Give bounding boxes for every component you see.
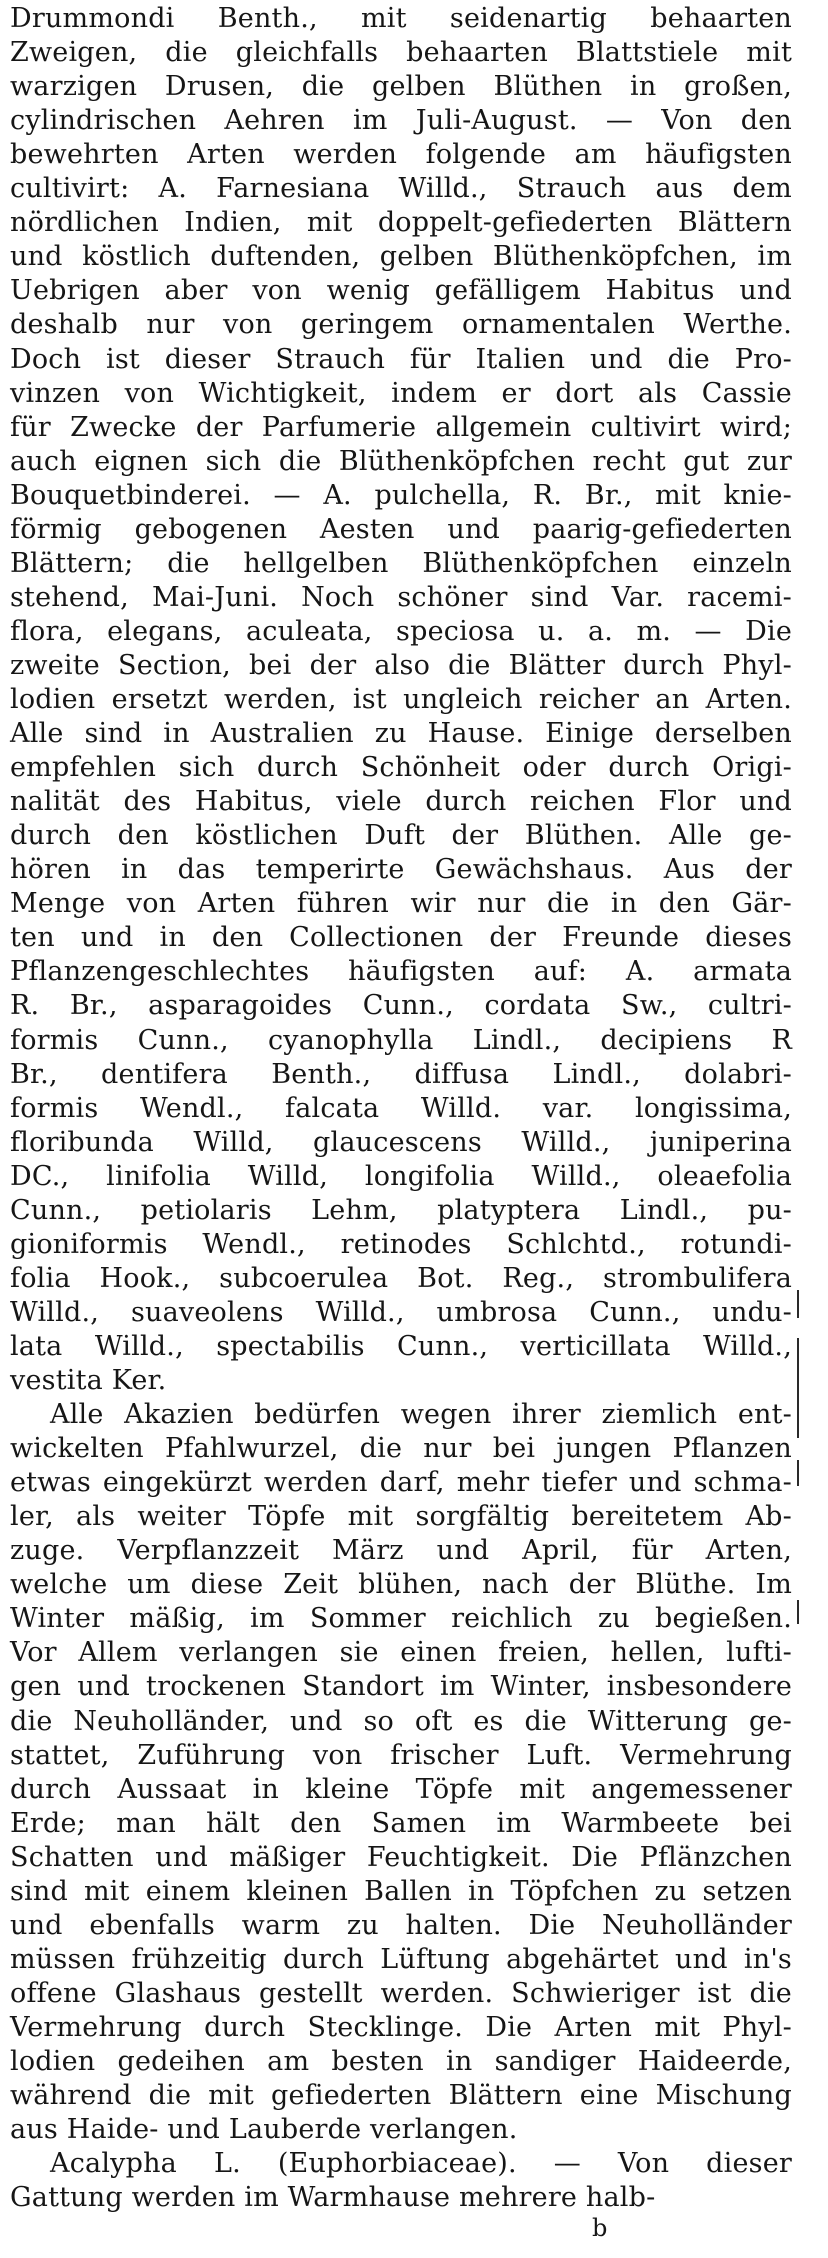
text-line: Schatten und mäßiger Feuchtigkeit. Die Pflänzchen: [10, 1841, 792, 1873]
margin-mark: [797, 1338, 799, 1438]
text-line: Menge von Arten führen wir nur die in den Gär-: [10, 888, 792, 920]
text-line: Gattung werden im Warmhause mehrere halb-: [10, 2182, 656, 2214]
text-line: Bouquetbinderei. — A. pulchella, R. Br., mit knie-: [10, 479, 792, 511]
text-line: warzigen Drusen, die gelben Blüthen in großen,: [10, 71, 792, 103]
text-line: durch Aussaat in kleine Töpfe mit angemessener: [10, 1773, 792, 1805]
text-line: auch eignen sich die Blüthenköpfchen recht gut zur: [10, 445, 792, 477]
text-line: DC., linifolia Willd, longifolia Willd., oleaefolia: [10, 1160, 792, 1192]
text-line: Erde; man hält den Samen im Warmbeete bei: [10, 1807, 792, 1839]
text-line: Acalypha L. (Euphorbiaceae). — Von dieser: [50, 2148, 792, 2180]
text-line: durch den köstlichen Duft der Blüthen. Alle ge-: [10, 820, 792, 852]
text-line: nalität des Habitus, viele durch reichen Flor und: [10, 786, 792, 818]
text-line: lodien ersetzt werden, ist ungleich reicher an Arten.: [10, 684, 792, 715]
text-line: und ebenfalls warm zu halten. Die Neuholländer: [10, 1909, 792, 1941]
text-line: Br., dentifera Benth., diffusa Lindl., dolabri-: [10, 1058, 792, 1090]
text-line: zweite Section, bei der also die Blätter durch Phyl-: [10, 649, 792, 681]
text-line: deshalb nur von geringem ornamentalen Werthe.: [10, 309, 792, 341]
text-line: vinzen von Wichtigkeit, indem er dort als Cassie: [10, 377, 792, 409]
text-line: Doch ist dieser Strauch für Italien und die Pro-: [10, 343, 792, 375]
text-line: offene Glashaus gestellt werden. Schwieriger ist die: [10, 1977, 792, 2009]
text-line: lata Willd., spectabilis Cunn., verticillata Willd.,: [10, 1330, 792, 1362]
text-line: cultivirt: A. Farnesiana Willd., Strauch aus dem: [10, 173, 792, 205]
text-line: bewehrten Arten werden folgende am häufigsten: [10, 139, 792, 171]
text-line: Zweigen, die gleichfalls behaarten Blattstiele mit: [10, 37, 792, 69]
text-line: gen und trockenen Standort im Winter, insbesondere: [10, 1671, 792, 1703]
text-line: während die mit gefiederten Blättern eine Mischung: [10, 2080, 792, 2112]
text-line: flora, elegans, aculeata, speciosa u. a. m. — Die: [10, 615, 792, 647]
text-line: für Zwecke der Parfumerie allgemein cultivirt wird;: [10, 411, 792, 443]
text-line: Vor Allem verlangen sie einen freien, hellen, lufti-: [10, 1637, 792, 1669]
text-line: formis Cunn., cyanophylla Lindl., decipiens R: [10, 1024, 792, 1056]
text-line: die Neuholländer, und so oft es die Witterung ge-: [10, 1705, 792, 1737]
text-line: Blättern; die hellgelben Blüthenköpfchen einzeln: [10, 547, 792, 579]
text-line: Cunn., petiolaris Lehm, platyptera Lindl., pu-: [10, 1194, 792, 1226]
text-line: empfehlen sich durch Schönheit oder durch Origi-: [10, 752, 792, 784]
margin-mark: [797, 1460, 799, 1486]
page-bottom-fragment: b: [592, 2214, 608, 2242]
text-line: zuge. Verpflanzzeit März und April, für Arten,: [10, 1535, 792, 1567]
margin-mark: [797, 1290, 799, 1318]
text-line: Winter mäßig, im Sommer reichlich zu begießen.: [10, 1603, 792, 1635]
text-line: formis Wendl., falcata Willd. var. longissima,: [10, 1092, 792, 1124]
text-line: förmig gebogenen Aesten und paarig-gefiederten: [10, 513, 792, 545]
text-line: aus Haide- und Lauberde verlangen.: [10, 2114, 518, 2146]
text-line: ten und in den Collectionen der Freunde dieses: [10, 922, 792, 954]
text-line: gioniformis Wendl., retinodes Schlchtd., rotundi-: [10, 1228, 792, 1260]
text-line: sind mit einem kleinen Ballen in Töpfchen zu setzen: [10, 1875, 792, 1907]
text-line: Willd., suaveolens Willd., umbrosa Cunn., undu-: [10, 1296, 792, 1328]
text-line: Alle Akazien bedürfen wegen ihrer ziemlich ent-: [50, 1399, 792, 1431]
text-line: müssen frühzeitig durch Lüftung abgehärtet und in's: [10, 1943, 792, 1975]
text-line: etwas eingekürzt werden darf, mehr tiefer und schma-: [10, 1467, 792, 1499]
text-line: hören in das temperirte Gewächshaus. Aus der: [10, 854, 792, 886]
text-line: Alle sind in Australien zu Hause. Einige derselben: [10, 718, 792, 750]
text-line: nördlichen Indien, mit doppelt-gefiederten Blättern: [10, 207, 792, 239]
text-line: Uebrigen aber von wenig gefälligem Habitus und: [10, 275, 792, 307]
text-line: Vermehrung durch Stecklinge. Die Arten mit Phyl-: [10, 2011, 792, 2043]
text-line: folia Hook., subcoerulea Bot. Reg., strombulifera: [10, 1262, 792, 1294]
text-line: lodien gedeihen am besten in sandiger Haideerde,: [10, 2046, 792, 2077]
text-line: stattet, Zuführung von frischer Luft. Vermehrung: [10, 1739, 792, 1771]
text-line: floribunda Willd, glaucescens Willd., juniperina: [10, 1126, 792, 1158]
text-line: und köstlich duftenden, gelben Blüthenköpfchen, im: [10, 241, 792, 273]
text-line: Pflanzengeschlechtes häufigsten auf: A. armata: [10, 956, 792, 988]
text-line: Drummondi Benth., mit seidenartig behaarten: [10, 3, 792, 34]
margin-mark: [797, 1600, 799, 1624]
text-line: cylindrischen Aehren im Juli-August. — Von den: [10, 105, 792, 137]
text-line: R. Br., asparagoides Cunn., cordata Sw., cultri-: [10, 990, 792, 1022]
text-line: vestita Ker.: [10, 1365, 167, 1396]
text-line: stehend, Mai-Juni. Noch schöner sind Var. racemi-: [10, 581, 792, 613]
text-line: welche um diese Zeit blühen, nach der Blüthe. Im: [10, 1569, 792, 1601]
text-line: ler, als weiter Töpfe mit sorgfältig bereitetem Ab-: [10, 1501, 792, 1533]
text-line: wickelten Pfahlwurzel, die nur bei jungen Pflanzen: [10, 1433, 792, 1465]
